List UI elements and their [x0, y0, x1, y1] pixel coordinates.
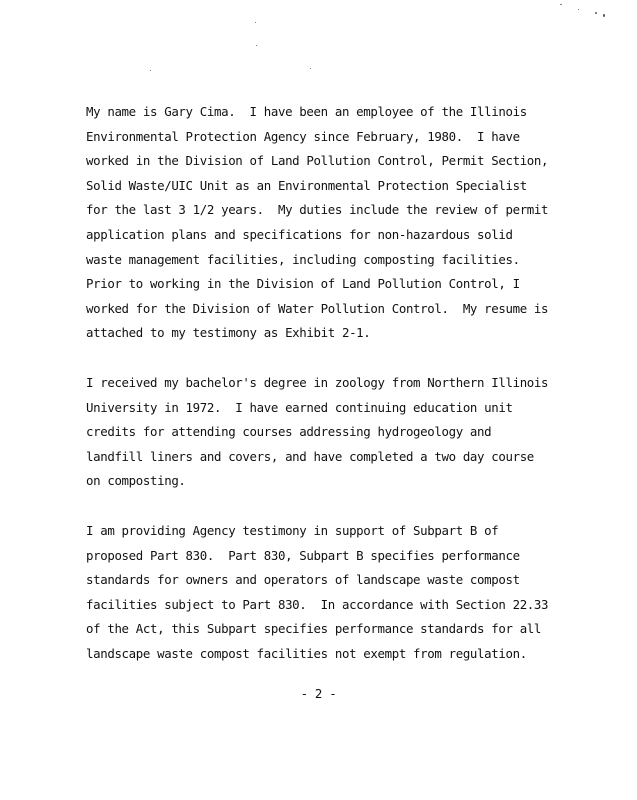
text-line: worked in the Division of Land Pollution Control, Permit Section, — [86, 153, 549, 169]
text-line: University in 1972. I have earned continuing education unit — [86, 399, 513, 415]
text-line: worked for the Division of Water Pollution Control. My resume is — [86, 300, 549, 316]
text-line: I received my bachelor's degree in zoology from Northern Illinois — [86, 375, 549, 390]
paragraph-education — [86, 371, 586, 494]
text-line: landfill liners and covers, and have completed a two day course — [86, 448, 534, 464]
scan-speckle — [256, 45, 257, 46]
scan-speckle — [595, 12, 597, 14]
text-line: on composting. — [86, 473, 186, 489]
text-line: standards for owners and operators of landscape waste compost — [86, 572, 520, 588]
text-line: application plans and specifications for non-hazardous solid — [86, 226, 513, 242]
text-line: My name is Gary Cima. I have been an employee of the Illinois — [86, 104, 527, 119]
text-line: for the last 3 1/2 years. My duties include the review of permit — [86, 202, 549, 218]
text-line: Prior to working in the Division of Land Pollution Control, I — [86, 276, 520, 292]
scan-speckle — [560, 4, 562, 5]
scan-speckle — [255, 22, 256, 23]
text-line: waste management facilities, including composting facilities. — [86, 251, 520, 267]
scan-speckle — [578, 9, 579, 10]
text-line: of the Act, this Subpart specifies performance standards for all — [86, 621, 542, 637]
text-line: attached to my testimony as Exhibit 2-1. — [86, 325, 371, 341]
text-line: I am providing Agency testimony in support of Subpart B of — [86, 523, 499, 538]
text-line: landscape waste compost facilities not exempt from regulation. — [86, 645, 527, 661]
paragraph-testimony — [86, 519, 586, 667]
text-line: credits for attending courses addressing hydrogeology and — [86, 424, 492, 440]
scan-speckle — [150, 70, 151, 71]
text-line: Environmental Protection Agency since February, 1980. I have — [86, 128, 520, 144]
scan-speckle — [603, 14, 605, 17]
page-number: - 2 - — [300, 686, 337, 701]
text-line: Solid Waste/UIC Unit as an Environmental Protection Specialist — [86, 177, 527, 193]
paragraph-introduction — [86, 100, 586, 346]
text-line: facilities subject to Part 830. In accordance with Section 22.33 — [86, 596, 549, 612]
scan-speckle — [310, 68, 311, 69]
text-line: proposed Part 830. Part 830, Subpart B specifies performance — [86, 547, 520, 563]
